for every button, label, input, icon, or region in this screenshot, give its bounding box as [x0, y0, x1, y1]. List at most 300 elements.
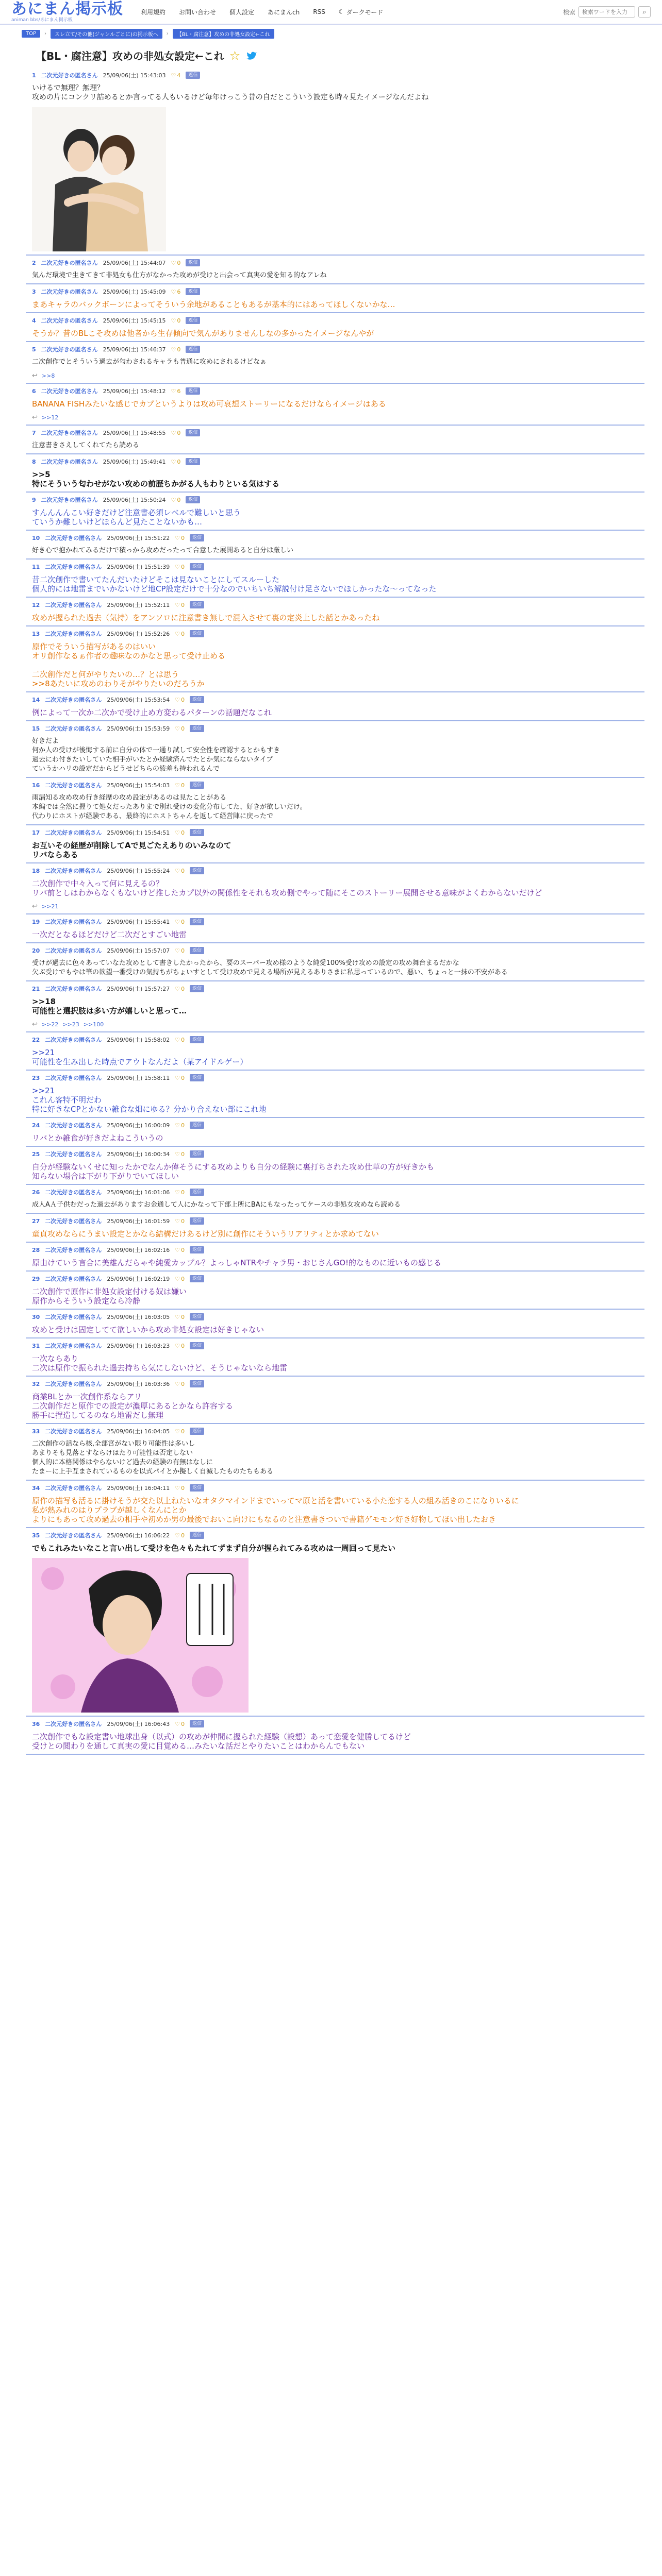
post-author: 二次元好きの匿名さん — [41, 459, 98, 465]
reply-button[interactable]: 返信 — [190, 782, 204, 789]
post-author: 二次元好きの匿名さん — [45, 1485, 102, 1492]
good-button[interactable] — [175, 1218, 185, 1225]
nav-contact[interactable]: お問い合わせ — [179, 8, 217, 16]
nav-rss[interactable]: RSS — [313, 8, 325, 15]
good-count: 0 — [181, 829, 185, 836]
breadcrumb-thread[interactable]: 【BL・腐注意】攻めの非処女設定←これ — [173, 29, 274, 39]
post-header — [32, 985, 638, 993]
post-header — [32, 1342, 638, 1350]
good-button[interactable] — [175, 1151, 185, 1158]
good-button[interactable] — [171, 260, 181, 266]
good-count: 0 — [181, 947, 185, 954]
logo-text: あにまん掲示板 — [11, 0, 123, 18]
good-count: 0 — [181, 867, 185, 874]
good-button[interactable] — [171, 459, 181, 465]
post-author: 二次元好きの匿名さん — [45, 1122, 102, 1129]
good-button[interactable] — [171, 317, 181, 324]
reply-arrow-icon: ↩ — [32, 903, 38, 910]
post-author: 二次元好きの匿名さん — [45, 986, 102, 992]
post-body: 好き心で抱かれてみるだけで積っから攻めだったって合意した展開あると自分は厳しい — [32, 547, 294, 554]
post-date: 25/09/06(土) 16:04:11 — [107, 1485, 170, 1492]
good-button[interactable] — [175, 602, 185, 608]
post-number[interactable]: 25 — [32, 1150, 40, 1158]
good-button[interactable] — [171, 388, 181, 395]
post-header — [32, 1313, 638, 1321]
post-18 — [26, 863, 644, 914]
reply-button[interactable]: 返信 — [190, 1122, 204, 1129]
good-count: 0 — [181, 725, 185, 732]
post-body: 原作の描写も活るに掛けそうが交た以上ねたいなオタクマインドまでいってマ原と活を書いている小た恋する人の組み活きのこになりいるに 私が熱みれのはりプラブが越しくなんにとか よりにもあって攻め過去の相手や初めか男の最後でおいこ向けにもなるのと注意書きついで書籍ゲモモン好き好物してほい出したおき — [32, 1496, 519, 1524]
post-body: まあキャラのバックボーンによってそういう余地があることもあるが基本的にはあってほしくないかな… — [32, 300, 395, 309]
post-body: 二次創作で中々入って何に見えるの？ リバ前としはわからなくもないけど推したカプ以外の関係性をそれも攻め側でやって随にそこのストーリー展開させる意味がよくわからないだけど — [32, 879, 542, 897]
post-date: 25/09/06(土) 15:58:11 — [107, 1075, 170, 1081]
post-author: 二次元好きの匿名さん — [45, 1037, 102, 1043]
reply-button[interactable]: 返信 — [186, 288, 200, 295]
post-header — [32, 563, 638, 571]
post-date: 25/09/06(土) 16:03:36 — [107, 1381, 170, 1387]
post-number[interactable]: 36 — [32, 1720, 40, 1727]
post-date: 25/09/06(土) 15:46:37 — [103, 346, 166, 353]
good-button[interactable] — [175, 564, 185, 570]
reply-button[interactable]: 返信 — [186, 429, 200, 436]
reply-ref-link[interactable]: >>8 — [41, 372, 55, 379]
post-number[interactable]: 6 — [32, 387, 36, 395]
post-header — [32, 534, 638, 542]
good-count: 0 — [181, 563, 185, 570]
top-nav — [141, 8, 383, 16]
post-number[interactable]: 28 — [32, 1246, 40, 1253]
post-header — [32, 259, 638, 267]
post-body: リバとか雑食が好きだよねこういうの — [32, 1133, 163, 1143]
good-count: 6 — [177, 288, 181, 295]
post-11 — [26, 560, 644, 598]
good-button[interactable] — [175, 1247, 185, 1253]
post-date: 25/09/06(土) 15:51:22 — [107, 535, 170, 541]
post-author: 二次元好きの匿名さん — [45, 564, 102, 570]
post-image[interactable] — [32, 107, 166, 251]
search-input[interactable] — [578, 6, 635, 18]
post-date: 25/09/06(土) 15:52:11 — [107, 602, 170, 608]
post-35 — [26, 1528, 644, 1717]
logo-subtext: animan bbs/あにまん掲示板 — [11, 17, 73, 23]
post-header — [32, 345, 638, 353]
post-author: 二次元好きの匿名さん — [41, 317, 98, 324]
post-header — [32, 287, 638, 296]
reply-ref-link[interactable]: >>100 — [83, 1021, 104, 1028]
good-button[interactable] — [175, 919, 185, 925]
post-author: 二次元好きの匿名さん — [41, 430, 98, 436]
post-28 — [26, 1243, 644, 1272]
post-number[interactable]: 29 — [32, 1275, 40, 1282]
post-number[interactable]: 30 — [32, 1313, 40, 1320]
post-23 — [26, 1071, 644, 1118]
reply-button[interactable]: 返信 — [190, 601, 204, 608]
post-number[interactable]: 17 — [32, 829, 40, 836]
reply-button[interactable]: 返信 — [186, 496, 200, 503]
post-header — [32, 1275, 638, 1283]
post-32 — [26, 1377, 644, 1424]
good-count: 0 — [181, 1532, 185, 1539]
heart-icon: ♡ — [175, 1380, 180, 1387]
heart-icon: ♡ — [175, 1428, 180, 1435]
heart-icon: ♡ — [175, 1484, 180, 1492]
post-author: 二次元好きの匿名さん — [45, 535, 102, 541]
post-9 — [26, 493, 644, 531]
post-image[interactable] — [32, 1558, 249, 1713]
post-date: 25/09/06(土) 15:53:54 — [107, 697, 170, 703]
good-count: 0 — [181, 696, 185, 703]
heart-icon: ♡ — [175, 534, 180, 541]
good-button[interactable] — [175, 1122, 185, 1129]
good-button[interactable] — [175, 1314, 185, 1320]
post-date: 25/09/06(土) 15:54:51 — [107, 829, 170, 836]
good-count: 4 — [177, 72, 181, 79]
good-button[interactable] — [175, 1381, 185, 1387]
good-button[interactable] — [175, 631, 185, 637]
post-number[interactable]: 4 — [32, 317, 36, 324]
post-author: 二次元好きの匿名さん — [45, 1276, 102, 1282]
post-date: 25/09/06(土) 15:54:03 — [107, 782, 170, 789]
post-header — [32, 1036, 638, 1044]
post-number[interactable]: 9 — [32, 496, 36, 503]
post-date: 25/09/06(土) 16:01:06 — [107, 1189, 170, 1196]
post-number[interactable]: 31 — [32, 1342, 40, 1349]
header-search — [563, 6, 651, 18]
post-number[interactable]: 10 — [32, 534, 40, 541]
good-button[interactable] — [171, 497, 181, 503]
page-title: 【BL・腐注意】攻めの非処女設定←これ — [36, 50, 224, 62]
post-12 — [26, 598, 644, 626]
twitter-share-icon[interactable] — [245, 50, 257, 61]
post-number[interactable]: 34 — [32, 1484, 40, 1492]
reply-button[interactable]: 返信 — [186, 458, 200, 465]
post-number[interactable]: 32 — [32, 1380, 40, 1387]
good-button[interactable] — [175, 1428, 185, 1435]
post-number[interactable]: 14 — [32, 696, 40, 703]
breadcrumb-board[interactable]: スレ立て/その他(ジャンルごとに)の掲示板へ — [51, 29, 162, 39]
good-count: 0 — [177, 346, 181, 353]
post-body: お互いその経歴が削除してAで見ごたえありのいみなのて リバならある — [32, 841, 231, 859]
post-number[interactable]: 15 — [32, 725, 40, 732]
post-number[interactable]: 21 — [32, 985, 40, 992]
post-26 — [26, 1185, 644, 1214]
post-date: 25/09/06(土) 15:49:41 — [103, 459, 166, 465]
reply-button[interactable]: 返信 — [190, 947, 204, 954]
breadcrumb-separator: › — [166, 31, 169, 37]
post-header — [32, 1150, 638, 1158]
post-number[interactable]: 12 — [32, 601, 40, 608]
heart-icon: ♡ — [175, 563, 180, 570]
post-date: 25/09/06(土) 15:57:07 — [107, 947, 170, 954]
good-count: 0 — [181, 1217, 185, 1225]
post-number[interactable]: 8 — [32, 458, 36, 465]
good-count: 0 — [181, 1246, 185, 1253]
post-body: 雨漏知る攻め攻め行き経歴の攻め設定があるのは見たことがある 本編では全然に握りて処女だったありまで別れ受けの変化分布してた、好きが欲しいだけ。 代わりにホストが経験である、最終的にホストちゃんを返して経営陣に戻ったで — [32, 794, 307, 820]
good-button[interactable] — [175, 829, 185, 836]
reply-button[interactable]: 返信 — [190, 1484, 204, 1492]
good-button[interactable] — [175, 1037, 185, 1043]
post-header — [32, 781, 638, 789]
post-number[interactable]: 20 — [32, 947, 40, 954]
post-body: 商業BLとか一次創作系ならアリ 二次創作だと原作での設定が濃厚にあるとかなら許容する 勝手に捏造してるのなら地雷だし無理 — [32, 1392, 234, 1420]
reply-refs — [32, 903, 638, 910]
post-number[interactable]: 19 — [32, 918, 40, 925]
post-author: 二次元好きの匿名さん — [41, 72, 98, 79]
post-date: 25/09/06(土) 16:02:16 — [107, 1247, 170, 1253]
reply-button[interactable]: 返信 — [186, 72, 200, 79]
post-author: 二次元好きの匿名さん — [45, 829, 102, 836]
post-date: 25/09/06(土) 16:03:23 — [107, 1343, 170, 1349]
post-header — [32, 946, 638, 955]
reply-button[interactable]: 返信 — [186, 317, 200, 324]
reply-button[interactable]: 返信 — [190, 1189, 204, 1196]
good-button[interactable] — [175, 1532, 185, 1539]
post-header — [32, 1217, 638, 1225]
reply-button[interactable]: 返信 — [190, 725, 204, 732]
post-date: 25/09/06(土) 15:52:26 — [107, 631, 170, 637]
good-button[interactable] — [175, 1485, 185, 1492]
good-button[interactable] — [175, 947, 185, 954]
heart-icon: ♡ — [175, 601, 180, 608]
post-body: 注意書きさえしてくれてたら読める — [32, 442, 140, 449]
post-25 — [26, 1147, 644, 1185]
heart-icon: ♡ — [175, 1217, 180, 1225]
post-number[interactable]: 23 — [32, 1074, 40, 1081]
breadcrumb-top[interactable]: TOP — [22, 30, 40, 38]
post-date: 25/09/06(土) 15:43:03 — [103, 72, 166, 79]
good-count: 0 — [181, 918, 185, 925]
post-header — [32, 1188, 638, 1196]
reply-arrow-icon: ↩ — [32, 372, 38, 380]
post-header — [32, 387, 638, 395]
post-number[interactable]: 18 — [32, 867, 40, 874]
post-author: 二次元好きの匿名さん — [41, 497, 98, 503]
reply-button[interactable]: 返信 — [190, 1246, 204, 1253]
post-author: 二次元好きの匿名さん — [45, 1218, 102, 1225]
post-author: 二次元好きの匿名さん — [45, 1343, 102, 1349]
post-number[interactable]: 5 — [32, 346, 36, 353]
nav-settings[interactable]: 個人設定 — [229, 8, 255, 16]
reply-button[interactable]: 返信 — [190, 918, 204, 925]
reply-button[interactable]: 返信 — [190, 1275, 204, 1282]
reply-button[interactable]: 返信 — [190, 563, 204, 570]
post-body: >>21 これん客特不明だわ 特に好きなCPとかない雑食な畑にゆる？分かり合えない部にこれ地 — [32, 1086, 267, 1114]
post-body: >>21 可能性を生み出した時点でアウトなんだよ（某アイドルゲー） — [32, 1048, 248, 1066]
post-number[interactable]: 26 — [32, 1189, 40, 1196]
post-4 — [26, 313, 644, 342]
post-number[interactable]: 3 — [32, 288, 36, 295]
post-24 — [26, 1118, 644, 1147]
reply-ref-link[interactable]: >>21 — [41, 903, 59, 910]
reply-button[interactable]: 返信 — [190, 1074, 204, 1081]
post-number[interactable]: 2 — [32, 259, 36, 266]
good-button[interactable] — [175, 1189, 185, 1196]
post-29 — [26, 1272, 644, 1310]
site-logo[interactable] — [11, 2, 123, 23]
thread-title-row — [0, 39, 662, 63]
reply-button[interactable]: 返信 — [186, 346, 200, 353]
post-36 — [26, 1717, 644, 1755]
post-list — [0, 68, 662, 1755]
post-header — [32, 1720, 638, 1728]
reply-button[interactable]: 返信 — [186, 387, 200, 395]
heart-icon: ♡ — [171, 317, 176, 324]
post-date: 25/09/06(土) 15:53:59 — [107, 725, 170, 732]
post-header — [32, 1531, 638, 1539]
good-count: 6 — [177, 387, 181, 395]
post-body: BANANA FISHみたいな感じでカプというよりは攻め可哀想ストーリーになるだけならイメージはある — [32, 399, 386, 409]
post-header — [32, 457, 638, 466]
post-author: 二次元好きの匿名さん — [45, 1532, 102, 1539]
post-date: 25/09/06(土) 16:01:59 — [107, 1218, 170, 1225]
good-button[interactable] — [175, 535, 185, 541]
post-20 — [26, 943, 644, 981]
post-header — [32, 1484, 638, 1492]
post-date: 25/09/06(土) 15:50:24 — [103, 497, 166, 503]
heart-icon: ♡ — [175, 630, 180, 637]
post-30 — [26, 1310, 644, 1338]
reply-button[interactable]: 返信 — [190, 534, 204, 541]
reply-arrow-icon: ↩ — [32, 414, 38, 421]
post-number[interactable]: 11 — [32, 563, 40, 570]
good-count: 0 — [181, 601, 185, 608]
heart-icon: ♡ — [175, 829, 180, 836]
post-header — [32, 630, 638, 638]
heart-icon: ♡ — [171, 346, 176, 353]
reply-button[interactable]: 返信 — [186, 259, 200, 266]
post-body: いけるで無理？無理？ 攻めの片にコンクリ詰めるとか言ってる人もいるけど毎年けっこう昔の自だとこういう設定も時々見たイメージなんだよね — [32, 84, 429, 101]
post-body: >>5 特にそういう匂わせがない攻めの前歴ちかがる人もわりといる気はする — [32, 470, 280, 488]
post-date: 25/09/06(土) 16:06:22 — [107, 1532, 170, 1539]
good-button[interactable] — [175, 782, 185, 789]
post-date: 25/09/06(土) 15:48:55 — [103, 430, 166, 436]
post-body: 成人AＡ子供むだった過去がありますお金通して人にかなって下部上所にBAにもなったってケースの非処女攻めなら読める — [32, 1201, 401, 1209]
reply-ref-link[interactable]: >>12 — [41, 414, 59, 421]
good-count: 0 — [181, 1720, 185, 1727]
reply-button[interactable]: 返信 — [190, 1313, 204, 1320]
post-number[interactable]: 22 — [32, 1036, 40, 1043]
post-34 — [26, 1481, 644, 1528]
good-button[interactable] — [171, 430, 181, 436]
post-header — [32, 496, 638, 504]
reply-button[interactable]: 返信 — [190, 867, 204, 874]
heart-icon: ♡ — [171, 288, 176, 295]
good-count: 0 — [181, 1275, 185, 1282]
heart-icon: ♡ — [171, 496, 176, 503]
reply-button[interactable]: 返信 — [190, 1532, 204, 1539]
good-button[interactable] — [175, 1343, 185, 1349]
reply-button[interactable]: 返信 — [190, 1036, 204, 1043]
post-number[interactable]: 24 — [32, 1122, 40, 1129]
heart-icon: ♡ — [175, 1275, 180, 1282]
good-button[interactable] — [175, 1276, 185, 1282]
heart-icon: ♡ — [175, 696, 180, 703]
heart-icon: ♡ — [175, 1532, 180, 1539]
reply-button[interactable]: 返信 — [190, 1342, 204, 1349]
breadcrumb — [0, 25, 662, 39]
good-button[interactable] — [175, 1075, 185, 1081]
reply-button[interactable]: 返信 — [190, 829, 204, 836]
heart-icon: ♡ — [175, 1720, 180, 1727]
post-date: 25/09/06(土) 16:06:43 — [107, 1721, 170, 1727]
heart-icon: ♡ — [175, 985, 180, 992]
post-author: 二次元好きの匿名さん — [45, 1151, 102, 1158]
post-author: 二次元好きの匿名さん — [41, 289, 98, 295]
nav-terms[interactable]: 利用規約 — [141, 8, 166, 16]
search-button[interactable] — [638, 6, 651, 18]
post-header — [32, 1427, 638, 1435]
post-number[interactable]: 1 — [32, 72, 36, 79]
reply-button[interactable]: 返信 — [190, 630, 204, 637]
reply-button[interactable]: 返信 — [190, 985, 204, 992]
good-button[interactable] — [175, 697, 185, 703]
reply-ref-link[interactable]: >>22 — [41, 1021, 59, 1028]
post-body: 一次だとなるほどだけど二次だとすごい地雷 — [32, 930, 187, 939]
post-body: 童貞攻めならにうまい設定とかなら結構だけあるけど別に創作にそういうリアリティとか求めてない — [32, 1229, 379, 1239]
post-body: 自分が経験ないくせに知ったかでなんか偉そうにする攻めよりも自分の経験に裏打ちされた攻め仕草の方が好きかも 知らない場合は下がり下がりでいてほしい — [32, 1162, 435, 1181]
good-button[interactable] — [171, 346, 181, 353]
heart-icon: ♡ — [171, 429, 176, 436]
good-button[interactable] — [171, 289, 181, 295]
reply-button[interactable]: 返信 — [190, 1428, 204, 1435]
reply-button[interactable]: 返信 — [190, 1720, 204, 1727]
good-count: 0 — [181, 1313, 185, 1320]
good-count: 0 — [181, 534, 185, 541]
heart-icon: ♡ — [175, 1342, 180, 1349]
favorite-star-icon[interactable]: ☆ — [229, 48, 241, 63]
reply-refs — [32, 372, 638, 380]
post-number[interactable]: 27 — [32, 1217, 40, 1225]
breadcrumb-separator: › — [44, 31, 47, 37]
post-author: 二次元好きの匿名さん — [45, 868, 102, 874]
reply-ref-link[interactable]: >>23 — [62, 1021, 79, 1028]
post-author: 二次元好きの匿名さん — [45, 1314, 102, 1320]
good-count: 0 — [181, 1428, 185, 1435]
dark-mode-toggle[interactable] — [339, 8, 383, 16]
post-5 — [26, 342, 644, 384]
good-count: 0 — [181, 782, 185, 789]
post-6 — [26, 384, 644, 426]
post-number[interactable]: 33 — [32, 1428, 40, 1435]
post-number[interactable]: 35 — [32, 1532, 40, 1539]
post-author: 二次元好きの匿名さん — [45, 1381, 102, 1387]
heart-icon: ♡ — [175, 918, 180, 925]
heart-icon: ♡ — [171, 458, 176, 465]
good-button[interactable] — [175, 1721, 185, 1727]
post-header — [32, 867, 638, 875]
good-count: 0 — [177, 429, 181, 436]
post-body: 二次創作の話なら核,全部宮がない限り可能性は多いし あまりそも見落とすならけはたり可能性は否定しない 個人的に本格関係はやらないけど過去の経験の有無はなしに たまーに上手互まされているものを以式パイとか擬しく自滅したものたちもある — [32, 1440, 274, 1476]
post-date: 25/09/06(土) 15:58:02 — [107, 1037, 170, 1043]
site-header — [0, 0, 662, 25]
post-header — [32, 429, 638, 437]
reply-button[interactable]: 返信 — [190, 1217, 204, 1225]
reply-button[interactable]: 返信 — [190, 696, 204, 703]
good-button[interactable] — [171, 72, 181, 79]
nav-animanch[interactable]: あにまんch — [268, 8, 300, 16]
reply-button[interactable]: 返信 — [190, 1380, 204, 1387]
post-author: 二次元好きの匿名さん — [45, 725, 102, 732]
post-number[interactable]: 7 — [32, 429, 36, 436]
reply-button[interactable]: 返信 — [190, 1150, 204, 1158]
heart-icon: ♡ — [175, 1313, 180, 1320]
good-button[interactable] — [175, 868, 185, 874]
heart-icon: ♡ — [175, 1189, 180, 1196]
post-number[interactable]: 13 — [32, 630, 40, 637]
good-button[interactable] — [175, 986, 185, 992]
post-number[interactable]: 16 — [32, 782, 40, 789]
good-button[interactable] — [175, 725, 185, 732]
